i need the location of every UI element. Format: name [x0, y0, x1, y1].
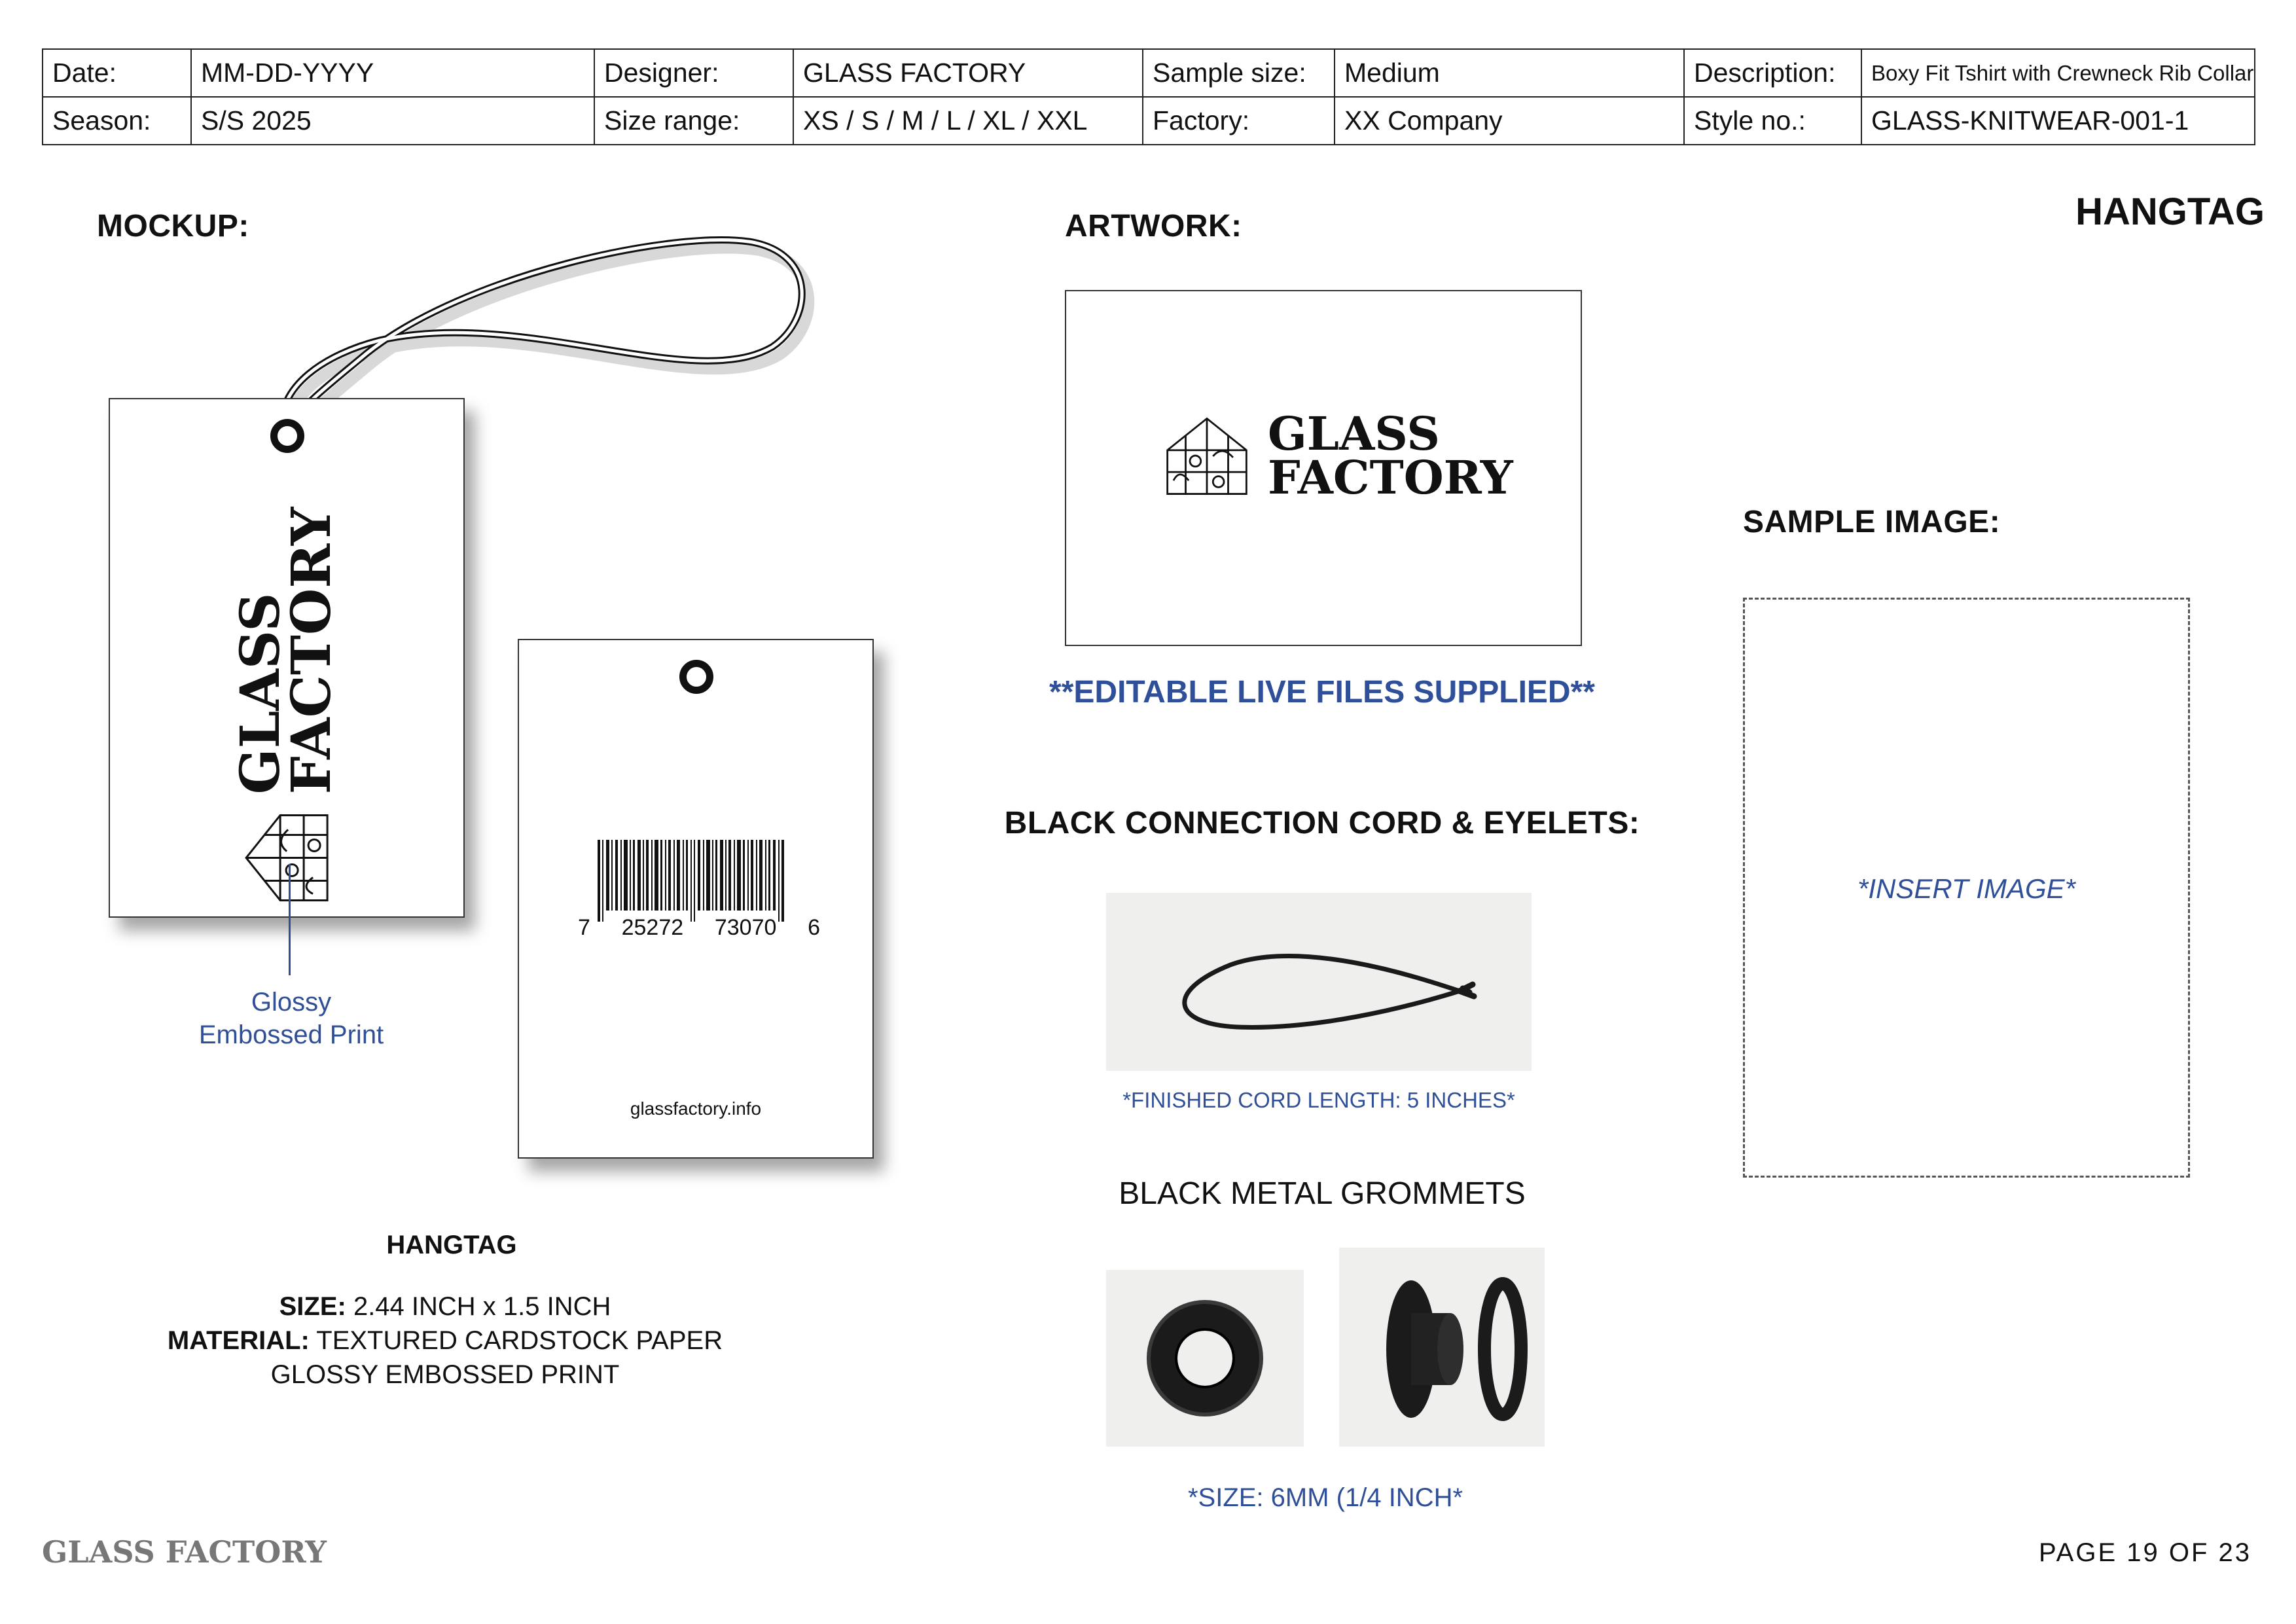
glasshouse-logo-icon — [241, 808, 332, 907]
factory-value: XX Company — [1335, 97, 1684, 145]
style-no-value: GLASS-KNITWEAR-001-1 — [1861, 97, 2255, 145]
spec-table — [42, 48, 2255, 145]
style-no-label: Style no.: — [1684, 97, 1861, 145]
elastic-cord-image — [1106, 893, 1532, 1071]
grommet-side-photo — [1339, 1248, 1545, 1447]
barcode-digits — [578, 915, 820, 941]
description-value: Boxy Fit Tshirt with Crewneck Rib Collar — [1861, 49, 2255, 97]
page-title: HANGTAG — [2075, 190, 2265, 233]
website-text: glassfactory.info — [630, 1098, 762, 1119]
barcode-digit-4: 6 — [808, 915, 820, 940]
callout-line2: Embossed Print — [198, 1020, 384, 1049]
editable-files-note: **EDITABLE LIVE FILES SUPPLIED** — [1049, 675, 1595, 710]
tag-hole — [270, 419, 304, 453]
designer-value: GLASS FACTORY — [793, 49, 1143, 97]
grommet-front-image — [1106, 1270, 1304, 1447]
size-range-label: Size range: — [594, 97, 793, 145]
grommet-side-image — [1339, 1248, 1545, 1447]
page-number: PAGE 19 OF 23 — [2038, 1538, 2251, 1567]
artwork-brand-line1: GLASS — [1268, 406, 1440, 461]
sample-heading: SAMPLE IMAGE: — [1743, 505, 2001, 539]
season-value: S/S 2025 — [191, 97, 594, 145]
tag-brand-line2: FACTORY — [280, 507, 343, 795]
barcode-digit-1: 7 — [578, 915, 590, 940]
callout-line — [289, 864, 291, 975]
finish-spec: GLOSSY EMBOSSED PRINT — [270, 1360, 620, 1389]
spec-row-1 — [43, 49, 2255, 97]
hangtag-spec-block — [118, 1290, 772, 1392]
grommets-heading: BLACK METAL GROMMETS — [1119, 1176, 1526, 1211]
hangtag-back — [518, 639, 874, 1159]
season-label: Season: — [43, 97, 191, 145]
size-spec-label: SIZE: — [279, 1292, 346, 1321]
description-label: Description: — [1684, 49, 1861, 97]
sample-image-placeholder[interactable] — [1743, 598, 2190, 1178]
glossy-callout — [164, 986, 419, 1051]
barcode-digit-2: 25272 — [621, 915, 684, 940]
date-label: Date: — [43, 49, 191, 97]
material-spec-label: MATERIAL: — [167, 1326, 310, 1355]
artwork-brand-line2: FACTORY — [1268, 450, 1513, 505]
insert-image-text: *INSERT IMAGE* — [1857, 873, 2075, 904]
barcode-digit-3: 73070 — [714, 915, 777, 940]
sample-size-label: Sample size: — [1143, 49, 1335, 97]
mockup-heading: MOCKUP: — [97, 209, 249, 244]
size-spec-value: 2.44 INCH x 1.5 INCH — [346, 1292, 611, 1321]
footer-brand: GLASS FACTORY — [42, 1534, 327, 1570]
tag-brand-line1: GLASS — [229, 592, 293, 795]
cord-photo — [1106, 893, 1532, 1071]
callout-line1: Glossy — [251, 988, 332, 1017]
spec-row-2 — [43, 97, 2255, 145]
date-value: MM-DD-YYYY — [191, 49, 594, 97]
size-spec — [118, 1290, 772, 1324]
sample-size-value: Medium — [1335, 49, 1684, 97]
artwork-logo-icon — [1158, 414, 1256, 499]
artwork-heading: ARTWORK: — [1065, 209, 1242, 244]
hangtag-spec-title: HANGTAG — [386, 1231, 517, 1259]
cord-length-note: *FINISHED CORD LENGTH: 5 INCHES* — [1122, 1088, 1515, 1112]
grommet-size-note: *SIZE: 6MM (1/4 INCH* — [1187, 1483, 1463, 1512]
size-range-value: XS / S / M / L / XL / XXL — [793, 97, 1143, 145]
tag-hole-back — [679, 660, 713, 694]
grommet-front-photo — [1106, 1270, 1304, 1447]
cord-heading: BLACK CONNECTION CORD & EYELETS: — [1004, 806, 1640, 840]
artwork-box — [1065, 290, 1582, 646]
material-spec — [118, 1324, 772, 1358]
designer-label: Designer: — [594, 49, 793, 97]
factory-label: Factory: — [1143, 97, 1335, 145]
material-spec-value: TEXTURED CARDSTOCK PAPER — [309, 1326, 723, 1355]
hangtag-front — [109, 398, 465, 918]
